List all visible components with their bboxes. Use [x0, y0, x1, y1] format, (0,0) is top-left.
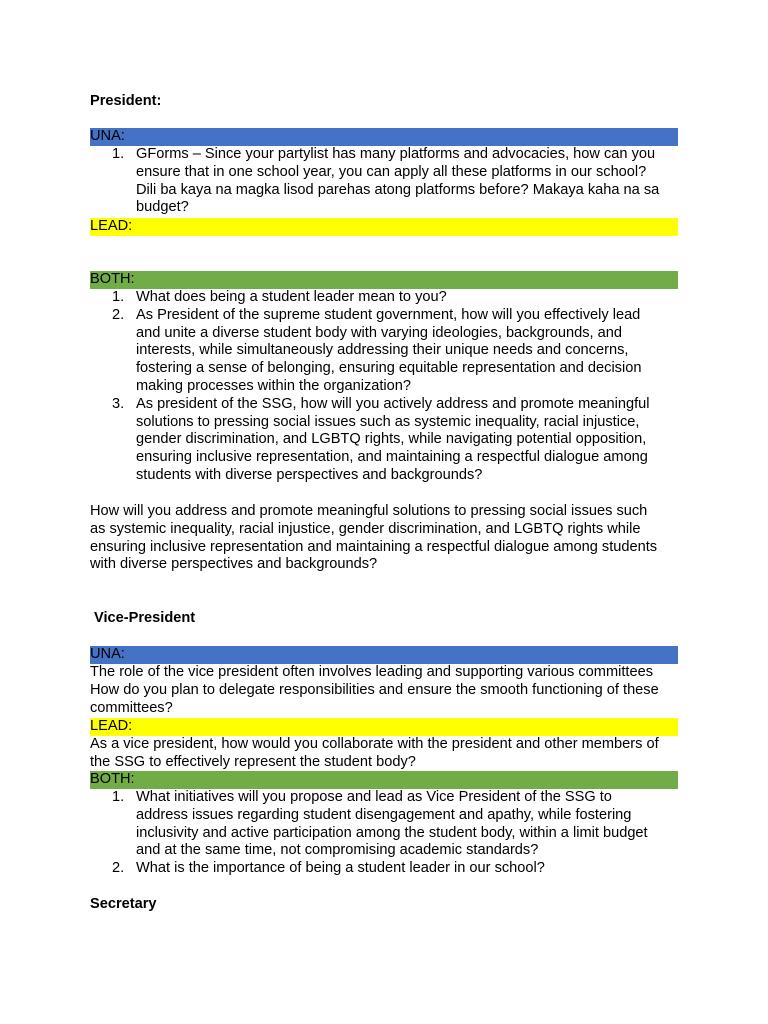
vice-president-una-bar: UNA:: [90, 646, 678, 664]
paragraph-line: with diverse perspectives and backgrounds?: [90, 556, 378, 573]
president-both-bar: BOTH:: [90, 271, 678, 289]
president-una-bar: UNA:: [90, 128, 678, 146]
president-lead-bar: LEAD:: [90, 218, 678, 236]
list-text-line: fostering a sense of belonging, ensuring equitable representation and decision: [136, 360, 642, 377]
list-text-line: ensure that in one school year, you can apply all these platforms in our school?: [136, 163, 647, 180]
list-text-line: What is the importance of being a student leader in our school?: [136, 860, 545, 877]
president-both-list: [90, 289, 678, 485]
paragraph-line: How will you address and promote meaningful solutions to pressing social issues such: [90, 503, 648, 519]
list-text-line: making processes within the organization?: [136, 377, 412, 394]
list-text-line: and at the same time, not compromising academic standards?: [136, 842, 539, 859]
list-text-line: and unite a diverse student body with varying ideologies, backgrounds, and: [136, 324, 622, 341]
paragraph-line: the SSG to effectively represent the student body?: [90, 753, 416, 770]
paragraph-line: As a vice president, how would you collaborate with the president and other members of: [90, 736, 659, 752]
secretary-heading: Secretary: [90, 896, 157, 912]
paragraph-line: ensuring inclusive representation and maintaining a respectful dialogue among students: [90, 538, 658, 555]
list-text-line: What does being a student leader mean to you?: [136, 289, 447, 305]
list-item: [90, 289, 678, 307]
paragraph-line: as systemic inequality, racial injustice, gender discrimination, and LGBTQ rights while: [90, 520, 641, 537]
paragraph-line: The role of the vice president often involves leading and supporting various committees: [90, 664, 653, 680]
list-item: [90, 146, 678, 217]
vice-president-lead-text: [90, 736, 678, 772]
vice-president-lead-bar: LEAD:: [90, 718, 678, 736]
president-una-list: [90, 146, 678, 217]
vice-president-both-list: [90, 789, 678, 878]
list-text-line: interests, while simultaneously addressing their unique needs and concerns,: [136, 342, 629, 359]
paragraph-line: committees?: [90, 699, 173, 716]
list-number: 3.: [112, 395, 125, 412]
list-number: 1.: [112, 289, 125, 305]
president-paragraph: [90, 503, 678, 574]
list-text-line: students with diverse perspectives and backgrounds?: [136, 466, 483, 483]
vice-president-una-text: [90, 664, 678, 717]
list-number: 2.: [112, 860, 125, 877]
list-text-line: As President of the supreme student government, how will you effectively lead: [136, 306, 641, 323]
vice-president-both-bar: BOTH:: [90, 771, 678, 789]
list-text-line: solutions to pressing social issues such as systemic inequality, racial injustice,: [136, 413, 640, 430]
list-text-line: ensuring inclusive representation, and maintaining a respectful dialogue among: [136, 449, 648, 466]
list-text-line: What initiatives will you propose and lead as Vice President of the SSG to: [136, 789, 612, 805]
list-number: 2.: [112, 306, 125, 323]
list-item: [90, 307, 678, 396]
list-item: [90, 396, 678, 485]
list-item: [90, 860, 678, 878]
list-text-line: gender discrimination, and LGBTQ rights, while navigating potential opposition,: [136, 431, 647, 448]
president-heading: President:: [90, 93, 162, 109]
paragraph-line: How do you plan to delegate responsibilities and ensure the smooth functioning of these: [90, 681, 659, 698]
list-text-line: GForms – Since your partylist has many platforms and advocacies, how can you: [136, 146, 656, 162]
list-number: 1.: [112, 789, 125, 805]
list-text-line: Dili ba kaya na magka lisod parehas atong platforms before? Makaya kaha na sa: [136, 181, 660, 198]
list-text-line: address issues regarding student disengagement and apathy, while fostering: [136, 806, 632, 823]
list-text-line: inclusivity and active participation among the student body, within a limit budget: [136, 824, 648, 841]
list-item: [90, 789, 678, 860]
list-text-line: As president of the SSG, how will you actively address and promote meaningful: [136, 395, 650, 412]
vice-president-heading: Vice-President: [94, 610, 196, 626]
list-text-line: budget?: [136, 199, 189, 216]
list-number: 1.: [112, 146, 125, 162]
